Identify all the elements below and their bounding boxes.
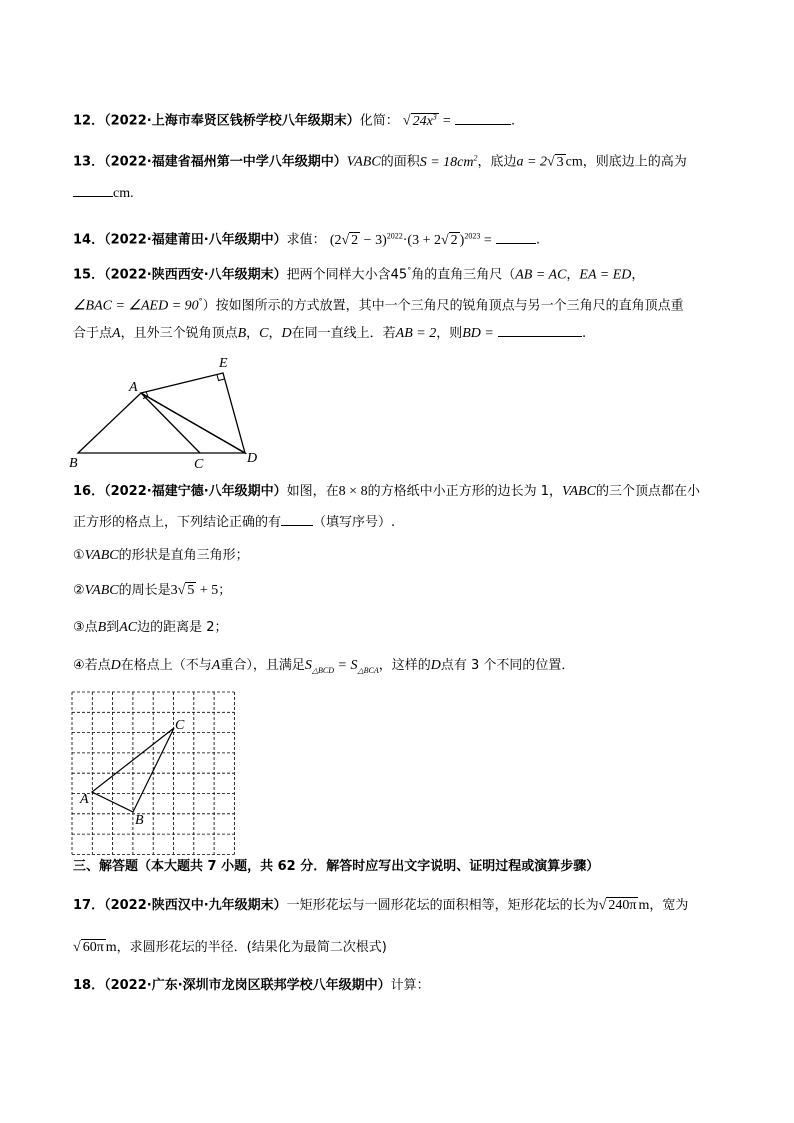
q16-option-3-text: 边的距离是 2；	[137, 620, 228, 635]
q13-base-unit: cm	[565, 154, 583, 170]
q12-period: .	[510, 113, 516, 129]
q15-line1a: 把两个同样大小含45	[286, 267, 408, 283]
question-15-line2	[73, 292, 684, 316]
question-17	[73, 896, 688, 916]
q13-area: $S = 18cm^2$	[419, 153, 478, 170]
q16-option-3-to: 到	[106, 620, 120, 635]
q15-line1b: 角的直角三角尺（	[411, 267, 516, 283]
q15-point-d: D	[281, 326, 292, 341]
q15-source: （2022·陕西西安·八年级期末）	[104, 267, 287, 283]
q16-perimeter: 3√ 5 + 5	[170, 583, 219, 598]
label-c: C	[194, 457, 204, 472]
q13-text2: ，底边	[477, 154, 517, 170]
q16-option-4-marker: ④若点	[73, 658, 111, 673]
question-16-line2	[73, 512, 395, 533]
q15-answer-blank[interactable]	[498, 323, 582, 337]
q16-option-1-text: 的形状是直角三角形；	[118, 548, 249, 563]
q12-answer-blank[interactable]	[455, 111, 511, 125]
q13-triangle: VABC	[346, 154, 381, 170]
label-e: E	[219, 356, 228, 371]
q16-option-1-triangle: VABC	[84, 548, 119, 563]
q16-line2a: 正方形的格点上，下列结论正确的有	[73, 515, 282, 530]
q17-width-unit: m	[105, 940, 117, 955]
q16-area-eq: $S_{\triangle BCD} = S_{\triangle BCA}$	[304, 658, 379, 675]
q14-source: （2022·福建莆田·八年级期中）	[104, 232, 287, 248]
segment-ac	[141, 393, 200, 453]
q18-number: 18．	[73, 978, 105, 993]
q16-grid-figure	[60, 684, 245, 856]
grid-lines	[72, 692, 234, 854]
q13-text1: 的面积	[380, 154, 420, 170]
q15-sep: ，	[566, 267, 580, 283]
q14-number: 14．	[73, 232, 105, 248]
q16-triangle: VABC	[561, 484, 596, 499]
q18-source: （2022·广东·深圳市龙岗区联邦学校八年级期中）	[104, 978, 391, 993]
q14-text: 求值：	[286, 232, 326, 248]
q12-source: （2022·上海市奉贤区钱桥学校八年级期末）	[104, 113, 360, 129]
q15-line3b: ，且外三个锐角顶点	[120, 326, 238, 341]
question-12	[73, 107, 515, 132]
question-16	[73, 482, 700, 502]
q16-option-4-text3: ，这样的	[378, 658, 431, 673]
q18-text: 计算：	[390, 978, 430, 993]
q15-given: AB = 2	[395, 326, 437, 341]
question-15	[73, 261, 644, 285]
q13-source: （2022·福建省福州第一中学八年级期中）	[104, 154, 347, 170]
grid-label-b: B	[135, 813, 144, 828]
question-18	[73, 976, 430, 996]
q17-line1b: ，宽为	[649, 898, 689, 913]
q16-option-4-d2: D	[430, 658, 441, 673]
question-14	[73, 226, 540, 251]
q13-answer-blank[interactable]	[73, 183, 113, 197]
q16-line1c: 的三个顶点都在小	[595, 484, 700, 499]
q14-answer-blank[interactable]	[496, 230, 536, 244]
q12-sqrt: √ $24x^3$	[402, 112, 437, 129]
q17-line1: 一矩形花坛与一圆形花坛的面积相等，矩形花坛的长为	[286, 898, 599, 913]
q16-option-1	[73, 546, 249, 566]
q12-text: 化简：	[359, 113, 399, 129]
q16-option-4	[73, 656, 574, 681]
question-17-line2	[73, 938, 387, 958]
q13-text3: ，则底边上的高为	[582, 154, 687, 170]
q15-number: 15．	[73, 267, 105, 283]
q15-point-b: B	[237, 326, 247, 341]
q16-option-2	[73, 581, 231, 601]
q12-equals: =	[442, 113, 451, 129]
q16-number: 16．	[73, 484, 105, 499]
q15-comma2: ，	[268, 326, 282, 341]
q15-degree: °	[407, 266, 412, 275]
q16-grid-size: 8 × 8	[338, 484, 368, 499]
grid-label-c: C	[175, 718, 185, 733]
q17-length-unit: m	[638, 898, 650, 913]
q17-width: √ 60π	[73, 940, 104, 955]
q16-line1b: 的方格纸中小正方形的边长为 1，	[367, 484, 562, 499]
q15-cond1: AB = AC	[515, 267, 567, 283]
q13-base-sqrt: √ 3	[546, 154, 564, 170]
q15-line3e: ，则	[436, 326, 463, 341]
question-15-line3	[73, 323, 586, 344]
q16-option-4-text2: 重合），且满足	[220, 658, 305, 673]
q15-comma1: ，	[246, 326, 260, 341]
q14-period: .	[535, 232, 541, 248]
q15-cond2: EA = ED	[579, 267, 632, 283]
q16-option-4-a: A	[211, 658, 221, 673]
q13-base: a = 2	[516, 154, 547, 170]
q15-line1c: ，	[631, 267, 645, 283]
question-13	[73, 148, 687, 173]
triangle-aed	[141, 373, 245, 453]
q16-line2b: （填写序号）.	[313, 515, 396, 530]
q16-option-1-marker: ①	[73, 548, 85, 563]
q16-option-2-text: 的周长是	[118, 583, 171, 598]
q17-number: 17．	[73, 898, 105, 913]
q16-option-3-b: B	[97, 620, 107, 635]
q16-option-2-marker: ②	[73, 583, 85, 598]
q15-period: .	[582, 326, 587, 341]
q16-option-3	[73, 618, 228, 638]
q15-ask: BD =	[462, 326, 494, 341]
q16-option-3-ac: AC	[119, 620, 138, 635]
q17-line2: ，求圆形花坛的半径．(结果化为最简二次根式)	[116, 940, 387, 955]
q15-point-c: C	[259, 326, 269, 341]
q12-number: 12．	[73, 113, 105, 129]
q16-option-3-marker: ③点	[73, 620, 98, 635]
q17-length: √ 240π	[598, 898, 637, 913]
section-3-heading: 三、解答题（本大题共 7 小题，共 62 分．解答时应写出文字说明、证明过程或演算步骤）	[73, 859, 600, 874]
q16-option-2-end: ；	[218, 583, 232, 598]
q16-option-2-triangle: VABC	[84, 583, 119, 598]
q14-expr: (2√ 2 − 3)$^{2022}$·(3 + 2√ 2 )$^{2023}$ =	[329, 231, 492, 248]
q15-degree2: °	[198, 297, 203, 306]
q15-line3d: 在同一直线上．若	[291, 326, 396, 341]
q16-line1a: 如图，在	[286, 484, 339, 499]
triangle-abc	[78, 393, 245, 453]
q15-figure	[60, 350, 280, 475]
q13-unit: cm.	[113, 186, 134, 201]
grid-label-a: A	[80, 792, 89, 807]
q13-number: 13．	[73, 154, 105, 170]
q16-option-4-d: D	[110, 658, 121, 673]
q15-line3a: 合于点	[73, 326, 113, 341]
label-b: B	[69, 456, 78, 471]
q16-answer-blank[interactable]	[281, 512, 313, 526]
q15-point-a: A	[112, 326, 121, 341]
q17-source: （2022·陕西汉中·九年级期末）	[104, 898, 287, 913]
q15-angles: ∠BAC = ∠AED = 90	[73, 298, 199, 314]
question-13-line2	[73, 183, 134, 204]
q16-option-4-text1: 在格点上（不与	[120, 658, 212, 673]
q16-option-4-text4: 点有 3 个不同的位置．	[440, 658, 575, 673]
q16-source: （2022·福建宁德·八年级期中）	[104, 484, 287, 499]
q15-line2b: ）按如图所示的方式放置，其中一个三角尺的锐角顶点与另一个三角尺的直角顶点重	[202, 298, 684, 314]
label-a: A	[129, 380, 138, 395]
label-d: D	[247, 451, 258, 466]
